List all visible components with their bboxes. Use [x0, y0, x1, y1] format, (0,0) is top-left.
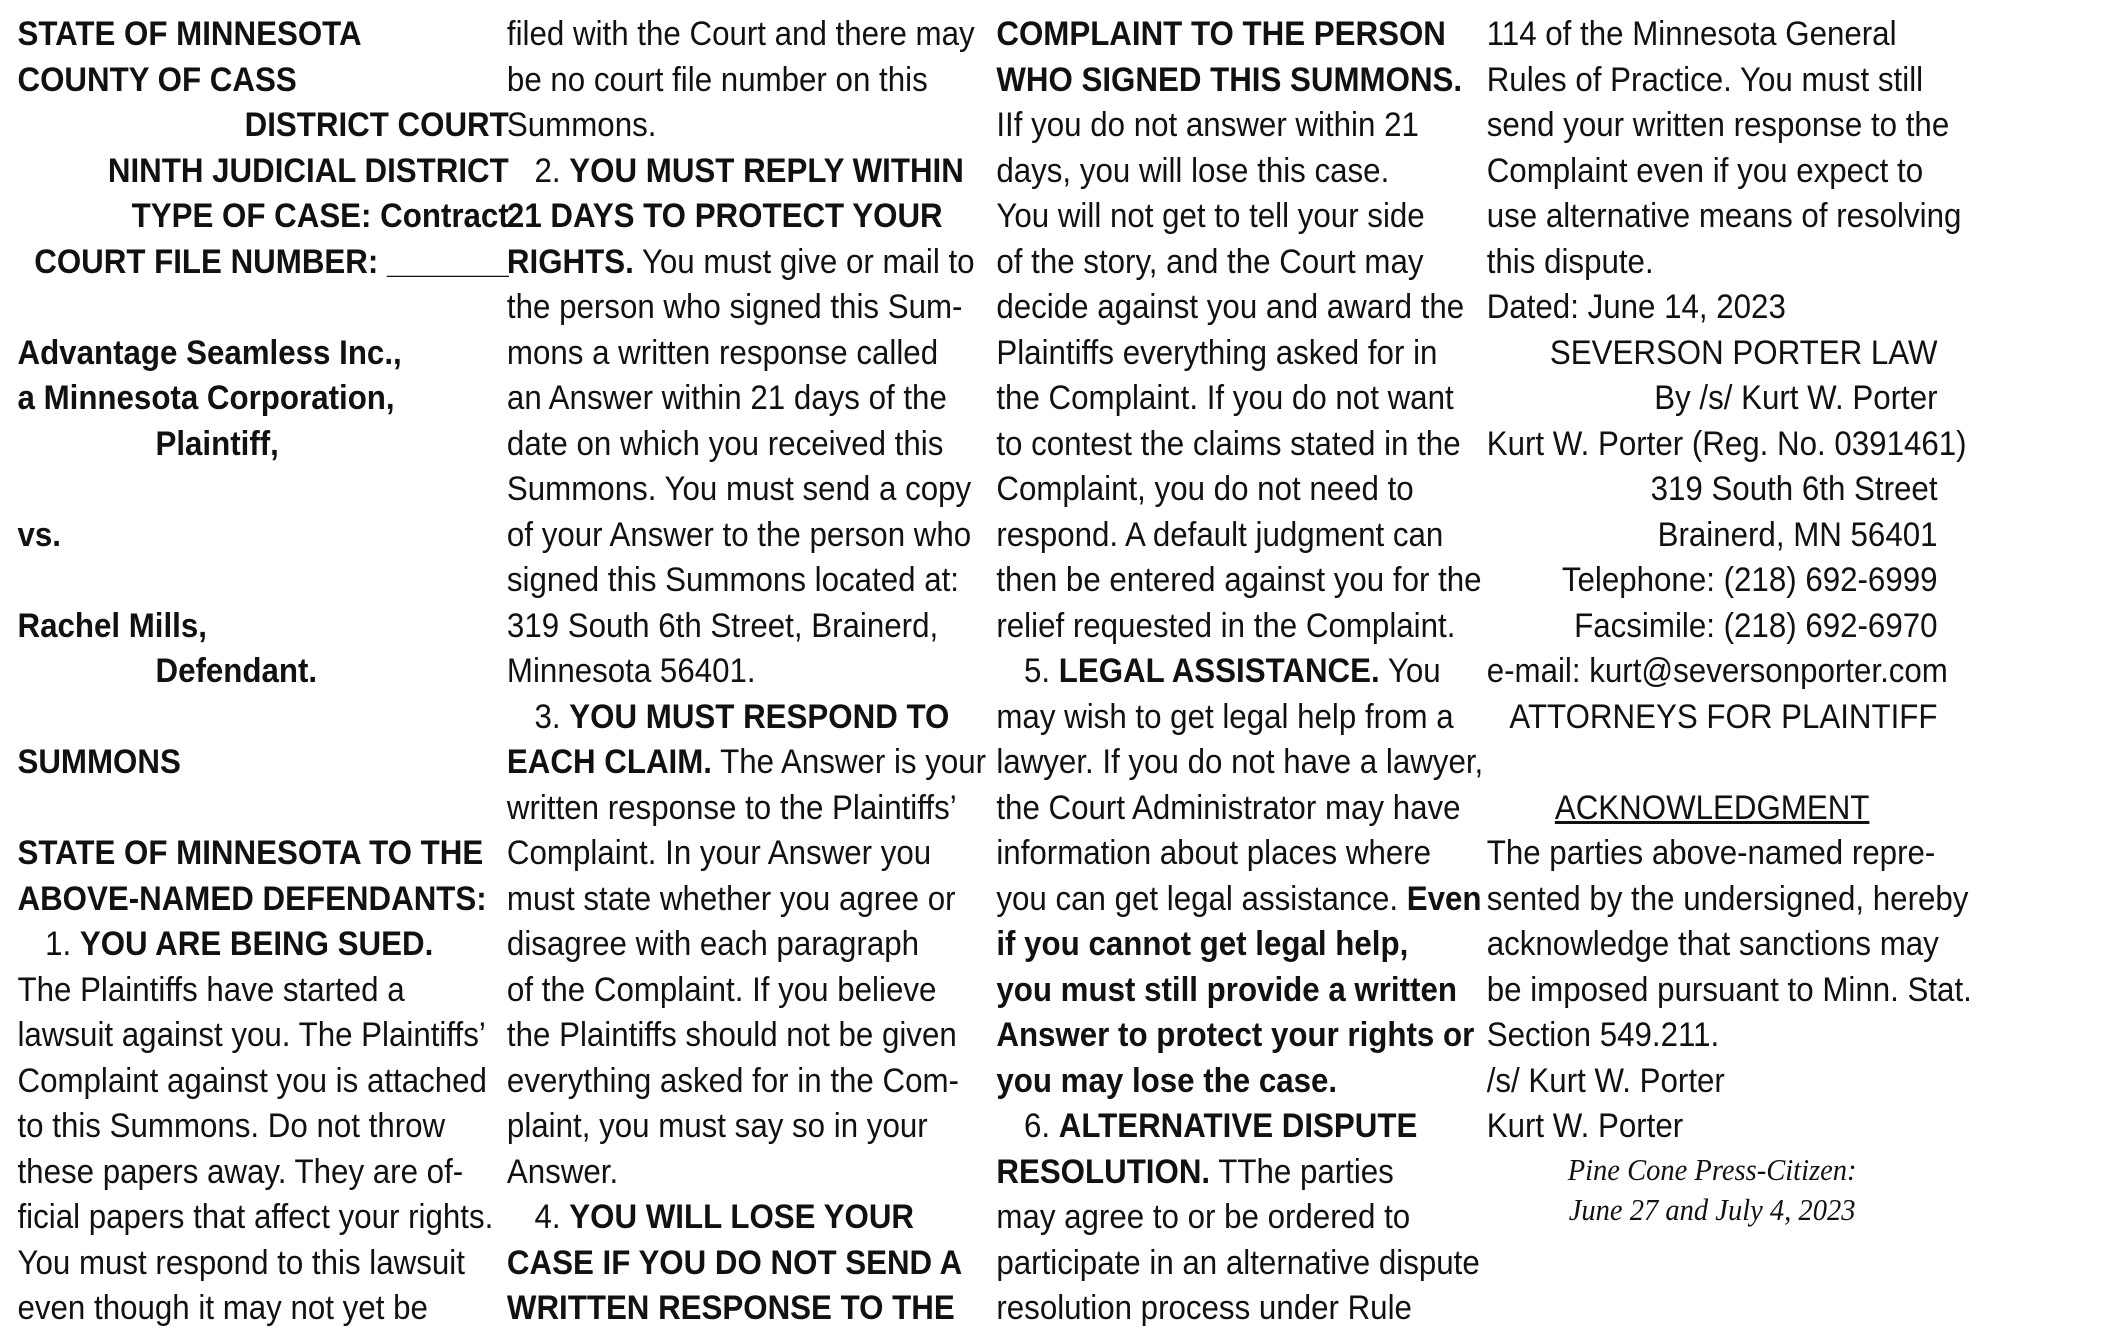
section-2-line: signed this Summons located at: — [506, 561, 959, 599]
column-1 — [17, 12, 508, 1332]
section-5-bold-line: Answer to protect your rights or — [996, 1016, 1475, 1054]
section-3-heading-line: EACH CLAIM. The Answer is your — [506, 743, 987, 781]
section-1-line: Summons. — [506, 106, 657, 144]
section-5-bold-line: you may lose the case. — [996, 1061, 1338, 1100]
section-2-line: the person who signed this Sum- — [506, 288, 963, 326]
section-2-line: Summons. You must send a copy — [506, 470, 972, 508]
section-3-line: disagree with each paragraph — [506, 925, 920, 963]
section-4-heading-line: COMPLAINT TO THE PERSON — [996, 15, 1446, 53]
section-6-line: send your written response to the — [1486, 106, 1950, 144]
column-2 — [507, 12, 998, 1332]
section-2-heading: 2. YOU MUST REPLY WITHIN — [534, 151, 964, 190]
section-4-line: respond. A default judgment can — [996, 515, 1444, 554]
caption-state: STATE OF MINNESOTA — [17, 15, 362, 53]
section-4-line: days, you will lose this case. — [996, 151, 1390, 190]
plaintiff-role: Plaintiff, — [155, 424, 279, 463]
publication-name: Pine Cone Press-Citizen: — [1567, 1151, 1857, 1187]
signature-block — [1486, 331, 1967, 741]
section-4-line: of the story, and the Court may — [996, 242, 1424, 281]
caption-case-type: TYPE OF CASE: Contract — [131, 197, 509, 235]
section-3-line: everything asked for in the Com- — [506, 1061, 959, 1100]
section-2-line: mons a written response called — [506, 333, 939, 372]
firm-street: 319 South 6th Street — [1650, 470, 1938, 508]
section-4-line: to contest the claims stated in the — [996, 424, 1461, 463]
firm-telephone: Telephone: (218) 692-6999 — [1561, 561, 1938, 599]
plaintiff-description: a Minnesota Corporation, — [17, 379, 395, 417]
section-2-line: an Answer within 21 days of the — [506, 379, 947, 417]
section-3-heading: 3. YOU MUST RESPOND TO — [534, 697, 950, 736]
section-6-line: use alternative means of resolving — [1486, 197, 1962, 235]
section-5-bold-line: you must still provide a written — [996, 970, 1457, 1009]
section-5-heading: 5. LEGAL ASSISTANCE. You — [1023, 652, 1441, 690]
section-2-line: 319 South 6th Street, Brainerd, — [506, 606, 939, 645]
section-2-heading-line: RIGHTS. You must give or mail to — [506, 242, 975, 281]
section-3-line: plaint, you must say so in your — [506, 1107, 928, 1145]
section-4-line: relief requested in the Complaint. — [996, 606, 1456, 645]
section-4-line: decide against you and award the — [996, 288, 1465, 326]
section-6-line: resolution process under Rule — [996, 1289, 1412, 1327]
section-3-line: written response to the Plaintiffs’ — [506, 788, 957, 827]
section-4-heading-line: WRITTEN RESPONSE TO THE — [506, 1289, 955, 1327]
section-5-line: may wish to get legal help from a — [996, 697, 1454, 736]
firm-city: Brainerd, MN 56401 — [1657, 515, 1938, 554]
section-4-line: then be entered against you for the — [996, 561, 1482, 599]
section-4-line: IIf you do not answer within 21 — [996, 106, 1419, 144]
acknowledgment-line: sented by the undersigned, hereby — [1486, 879, 1969, 918]
section-5-bold-line: if you cannot get legal help, — [996, 925, 1409, 963]
caption-file-number: COURT FILE NUMBER: _______ — [34, 242, 509, 281]
section-6-line: may agree to or be ordered to — [996, 1198, 1411, 1236]
caption-block — [17, 12, 508, 922]
section-4-line: Plaintiffs everything asked for in — [996, 333, 1438, 372]
acknowledgment-name: Kurt W. Porter — [1486, 1107, 1684, 1145]
section-2-line: date on which you received this — [506, 424, 944, 463]
section-5-line: you can get legal assistance. Even — [996, 879, 1482, 918]
section-1-line: You must respond to this lawsuit — [17, 1243, 465, 1282]
section-6-line: participate in an alternative dispute — [996, 1243, 1480, 1282]
acknowledgment-title: ACKNOWLEDGMENT — [1554, 788, 1870, 827]
section-3-line: the Plaintiffs should not be given — [506, 1016, 957, 1054]
signed-by: By /s/ Kurt W. Porter — [1654, 379, 1938, 417]
acknowledgment-line: be imposed pursuant to Minn. Stat. — [1486, 970, 1972, 1009]
section-1-line: ficial papers that affect your rights. — [17, 1198, 494, 1236]
column-3 — [996, 12, 1487, 1332]
section-5-line: lawyer. If you do not have a lawyer, — [996, 743, 1484, 781]
section-5-line: information about places where — [996, 834, 1432, 872]
column-4 — [1486, 12, 1972, 1230]
section-6-heading-line: RESOLUTION. TThe parties — [996, 1152, 1394, 1191]
section-6-line: Rules of Practice. You must still — [1486, 60, 1924, 99]
versus: vs. — [17, 515, 61, 554]
acknowledgment-line: acknowledge that sanctions may — [1486, 925, 1939, 963]
address-line-1: STATE OF MINNESOTA TO THE — [17, 834, 484, 872]
section-4-heading-line: CASE IF YOU DO NOT SEND A — [506, 1243, 963, 1282]
attorney-name: Kurt W. Porter (Reg. No. 0391461) — [1486, 424, 1967, 463]
defendant-name: Rachel Mills, — [17, 606, 207, 645]
firm-name: SEVERSON PORTER LAW — [1549, 333, 1938, 372]
section-4-heading: 4. YOU WILL LOSE YOUR — [534, 1198, 915, 1236]
section-1-line: these papers away. They are of- — [17, 1152, 464, 1191]
document-title: SUMMONS — [17, 743, 181, 781]
section-1-line: be no court file number on this — [506, 60, 928, 99]
plaintiff-name: Advantage Seamless Inc., — [17, 333, 402, 372]
publication-dates: June 27 and July 4, 2023 — [1568, 1191, 1856, 1227]
attorneys-for: ATTORNEYS FOR PLAINTIFF — [1509, 697, 1938, 736]
caption-district: NINTH JUDICIAL DISTRICT — [107, 151, 509, 190]
section-4-line: You will not get to tell your side — [996, 197, 1425, 235]
firm-facsimile: Facsimile: (218) 692-6970 — [1574, 606, 1938, 645]
section-3-line: of the Complaint. If you believe — [506, 970, 937, 1009]
acknowledgment-line: Section 549.211. — [1486, 1016, 1720, 1054]
acknowledgment-line: The parties above-named repre- — [1486, 834, 1936, 872]
section-4-heading-line: WHO SIGNED THIS SUMMONS. — [996, 60, 1463, 99]
section-6-line: 114 of the Minnesota General — [1486, 15, 1897, 53]
section-6-line: this dispute. — [1486, 242, 1654, 281]
section-3-line: Answer. — [506, 1152, 619, 1191]
section-2-heading-line: 21 DAYS TO PROTECT YOUR — [506, 197, 943, 235]
caption-court: DISTRICT COURT — [244, 106, 509, 144]
section-1-heading: 1. YOU ARE BEING SUED. — [45, 925, 434, 963]
caption-county: COUNTY OF CASS — [17, 60, 297, 99]
section-1-line: The Plaintiffs have started a — [17, 970, 405, 1009]
section-1-line: to this Summons. Do not throw — [17, 1107, 446, 1145]
section-1-line: lawsuit against you. The Plaintiffs’ — [17, 1016, 486, 1054]
acknowledgment-signature: /s/ Kurt W. Porter — [1486, 1061, 1725, 1100]
address-line-2: ABOVE-NAMED DEFENDANTS: — [17, 879, 487, 918]
section-3-line: Complaint. In your Answer you — [506, 834, 932, 872]
section-1-line: Complaint against you is attached — [17, 1061, 487, 1100]
section-1-line: even though it may not yet be — [17, 1289, 428, 1327]
section-6-heading: 6. ALTERNATIVE DISPUTE — [1023, 1107, 1418, 1145]
section-2-line: Minnesota 56401. — [506, 652, 756, 690]
section-4-line: Complaint, you do not need to — [996, 470, 1414, 508]
section-5-line: the Court Administrator may have — [996, 788, 1461, 827]
defendant-role: Defendant. — [155, 652, 318, 690]
section-1-line: filed with the Court and there may — [506, 15, 975, 53]
section-3-line: must state whether you agree or — [506, 879, 956, 918]
dated-line: Dated: June 14, 2023 — [1486, 288, 1786, 326]
section-4-line: the Complaint. If you do not want — [996, 379, 1454, 417]
section-6-line: Complaint even if you expect to — [1486, 151, 1924, 190]
section-2-line: of your Answer to the person who — [506, 515, 972, 554]
firm-email: e-mail: kurt@seversonporter.com — [1486, 652, 1948, 690]
